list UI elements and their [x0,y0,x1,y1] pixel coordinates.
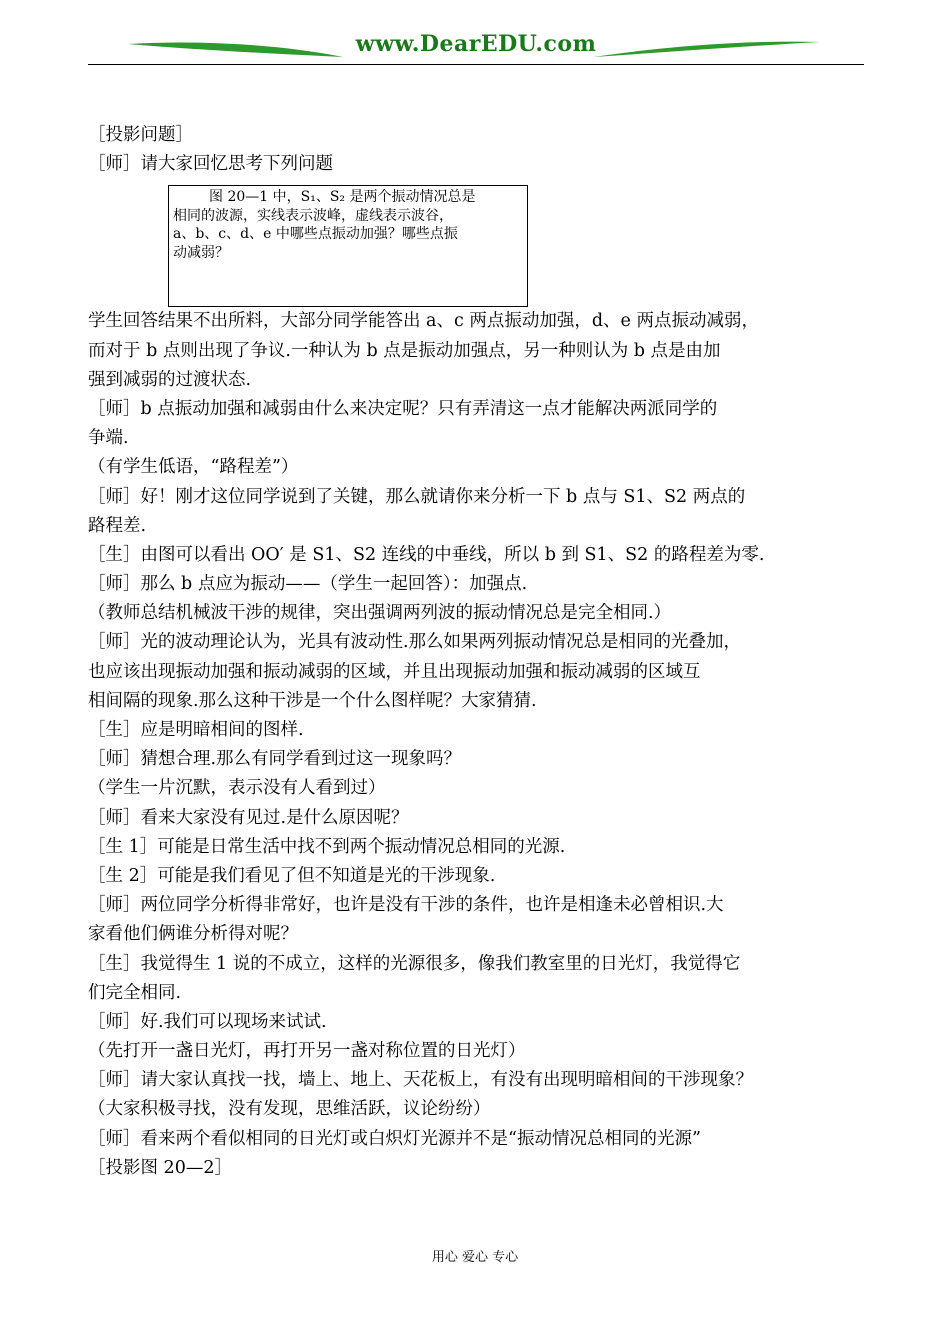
text-line: 而对于 b 点则出现了争议.一种认为 b 点是振动加强点，另一种则认为 b 点是由加 [88,340,721,361]
text-line: （学生一片沉默，表示没有人看到过） [88,778,386,799]
text-line: （先打开一盏日光灯，再打开另一盏对称位置的日光灯） [88,1041,526,1062]
text-line: ［生］我觉得生 1 说的不成立，这样的光源很多，像我们教室里的日光灯，我觉得它 [88,953,741,974]
text-line: 家看他们俩谁分析得对呢？ [88,924,298,945]
header-rule [88,64,864,65]
text-line: 也应该出现振动加强和振动减弱的区域，并且出现振动加强和振动减弱的区域互 [88,661,701,682]
text-line: ［师］请大家认真找一找，墙上、地上、天花板上，有没有出现明暗相间的干涉现象？ [88,1070,753,1091]
text-line: ［师］两位同学分析得非常好，也许是没有干涉的条件，也许是相逢未必曾相识.大 [88,895,724,916]
text-line: ［师］请大家回忆思考下列问题 [88,154,333,175]
page-footer: 用心 爱心 专心 [431,1250,519,1265]
dialogue-lines [88,307,868,1183]
figure-question-box [168,185,528,307]
text-line: ［投影问题］ [88,125,193,145]
text-line: ［投影图 20—2］ [88,1157,232,1178]
text-line: （大家积极寻找，没有发现，思维活跃，议论纷纷） [88,1099,491,1120]
text-line: ［生 2］可能是我们看见了但不知道是光的干涉现象. [88,865,496,886]
text-line: 争端. [88,428,129,449]
text-line: （教师总结机械波干涉的规律，突出强调两列波的振动情况总是完全相同.） [88,603,672,624]
text-line: ［师］好！刚才这位同学说到了关键，那么就请你来分析一下 b 点与 S1、S2 两点的 [88,486,746,507]
text-line: ［生 1］可能是日常生活中找不到两个振动情况总相同的光源. [88,836,566,857]
text-line: ［师］看来两个看似相同的日光灯或白炽灯光源并不是“振动情况总相同的光源” [88,1128,701,1149]
text-line: ［生］应是明暗相间的图样. [88,720,304,740]
page-header [88,30,864,70]
text-line: a、b、c、d、e 中哪些点振动加强？哪些点振 [173,226,458,243]
text-line: 动减弱？ [173,244,229,261]
text-line: ［生］由图可以看出 OO′ 是 S1、S2 连线的中垂线，所以 b 到 S1、S2 的路程差为零. [88,544,765,565]
site-logo-text: www.DearEDU.com [355,31,597,57]
text-line: 图 20—1 中，S₁、S₂ 是两个振动情况总是 [209,189,476,206]
document-body [88,121,868,1183]
text-line: ［师］好.我们可以现场来试试. [88,1011,327,1032]
text-line: ［师］b 点振动加强和减弱由什么来决定呢？只有弄清这一点才能解决两派同学的 [88,398,718,419]
figure-question-block [88,179,868,307]
text-line: （有学生低语，“路程差”） [88,457,299,478]
text-line: 们完全相同. [88,982,182,1003]
text-line: ［师］看来大家没有见过.是什么原因呢？ [88,807,409,828]
text-line: ［师］猜想合理.那么有同学看到过这一现象吗？ [88,749,462,770]
text-line: ［师］光的波动理论认为，光具有波动性.那么如果两列振动情况总是相同的光叠加， [88,632,742,653]
text-line: 强到减弱的过渡状态. [88,369,252,390]
text-line: 学生回答结果不出所料，大部分同学能答出 a、c 两点振动加强，d、e 两点振动减弱， [88,311,759,332]
text-line: 路程差. [88,515,147,536]
text-line: 相间隔的现象.那么这种干涉是一个什么图样呢？大家猜猜. [88,690,537,711]
text-line: ［师］那么 b 点应为振动——（学生一起回答）：加强点. [88,574,528,595]
intro-lines [88,121,868,179]
text-line: 相同的波源，实线表示波峰，虚线表示波谷， [173,207,453,224]
